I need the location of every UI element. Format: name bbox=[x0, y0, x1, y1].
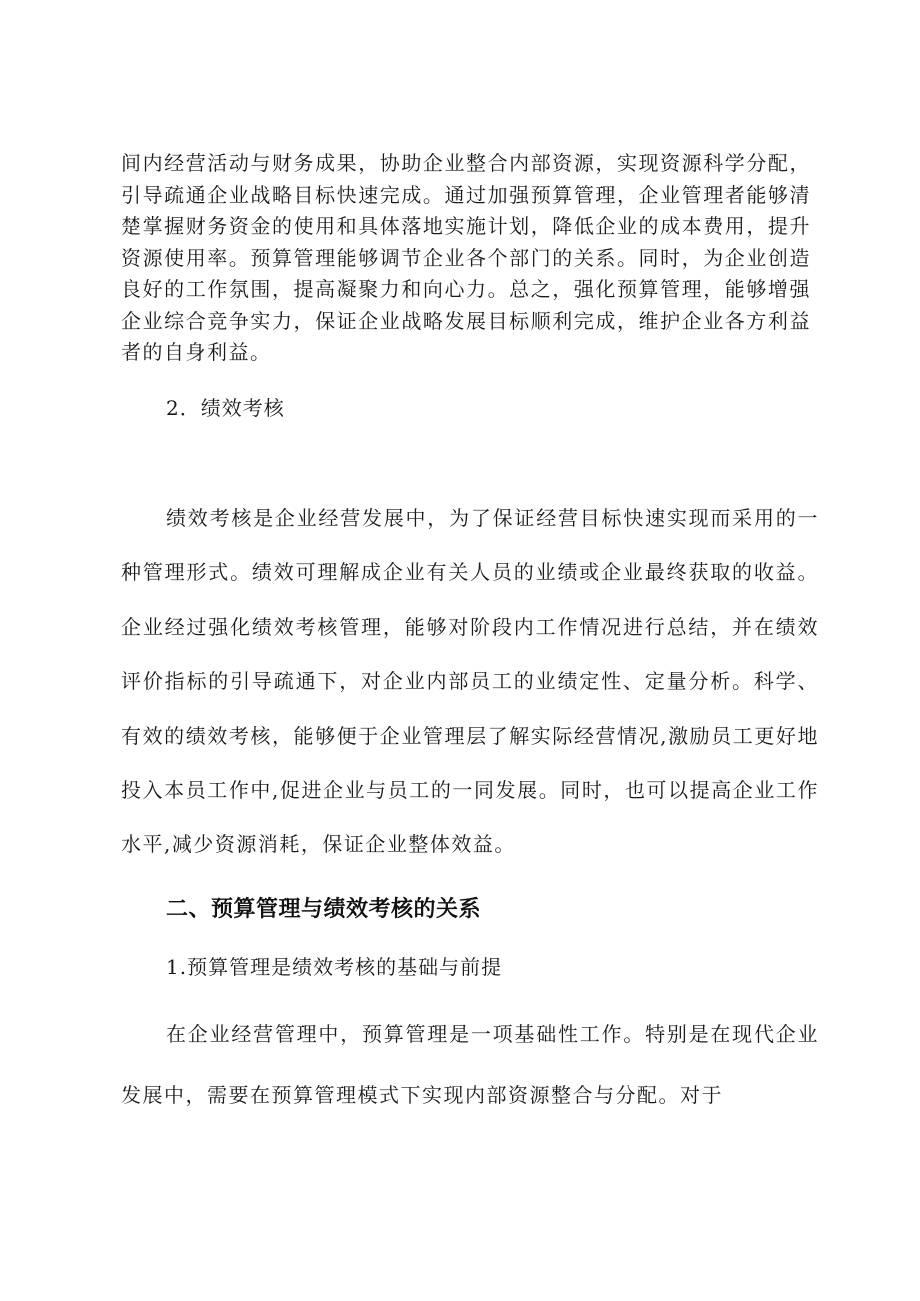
subsection-title: 1.预算管理是绩效考核的基础与前提 bbox=[166, 955, 503, 979]
body-paragraph: 在企业经营管理中，预算管理是一项基础性工作。特别是在现代企业发展中，需要在预算管理模式下实现内部资源整合与分配。对于 bbox=[121, 1022, 819, 1107]
body-paragraph: 绩效考核是企业经营发展中，为了保证经营目标快速实现而采用的一种管理形式。绩效可理解成企业有关人员的业绩或企业最终获取的收益。企业经过强化绩效考核管理，能够对阶段内工作情况进行总结，并在绩效评价指标的引导疏通下，对企业内部员工的业绩定性、定量分析。科学、有效的绩效考核，能够便于企业管理层了解实际经营情况,激励员工更好地投入本员工作中,促进企业与员工的一同发展。同时，也可以提高企业工作水平,减少资源消耗，保证企业整体效益。 bbox=[121, 506, 819, 857]
section-heading: 二、预算管理与绩效考核的关系 bbox=[166, 897, 482, 922]
subsection-title: 2．绩效考核 bbox=[166, 396, 285, 420]
body-paragraph: 间内经营活动与财务成果，协助企业整合内部资源，实现资源科学分配，引导疏通企业战略目标快速完成。通过加强预算管理，企业管理者能够清楚掌握财务资金的使用和具体落地实施计划，降低企业的成本费用，提升资源使用率。预算管理能够调节企业各个部门的关系。同时，为企业创造良好的工作氛围，提高凝聚力和向心力。总之，强化预算管理，能够增强企业综合竞争实力，保证企业战略发展目标顺利完成，维护企业各方利益者的自身利益。 bbox=[121, 151, 811, 364]
